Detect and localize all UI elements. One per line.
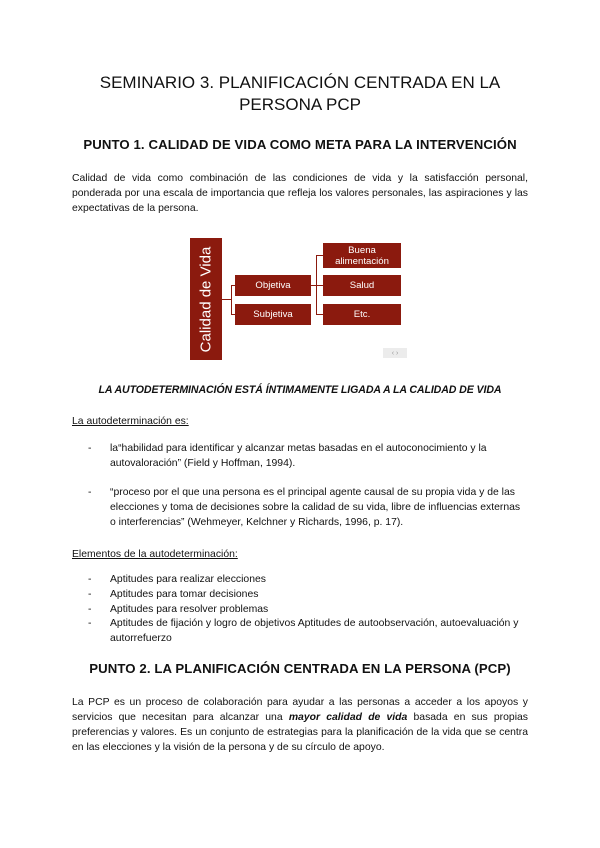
connector [316, 255, 323, 256]
pcp-paragraph-part-1: La PCP es un proceso de colaboración para ayudar a las personas a acceder a los apoyos y servicios que necesitan para alcanzar una [72, 697, 528, 723]
elementos-list [88, 573, 528, 647]
definitions-list [88, 486, 528, 530]
diagram-node-buena-alimentacion: Buena alimentación [323, 243, 401, 268]
connector [231, 285, 232, 315]
elementos-label: Elementos de la autodeterminación: [72, 549, 238, 560]
calidad-de-vida-diagram [190, 238, 410, 362]
diagram-node-etc: Etc. [323, 304, 401, 325]
connector [316, 314, 323, 315]
list-item: - “proceso por el que una persona es el principal agente causal de su propia vida y de las elecciones y toma de decisiones sobre la calidad de su vida, libre de influencias externas o interferencias” (Wehmeyer, Kelchner y Richards, 1996, p. 17). [88, 486, 528, 530]
definitions-list [88, 442, 528, 472]
pcp-paragraph [72, 695, 528, 755]
diagram-node-objetiva: Objetiva [235, 275, 311, 296]
pcp-paragraph-emphasis: mayor calidad de vida [288, 712, 408, 723]
list-item: - Aptitudes para tomar decisiones [88, 588, 528, 603]
diagram-node-salud: Salud [323, 275, 401, 296]
diagram-node-subjetiva: Subjetiva [235, 304, 311, 325]
document-title: SEMINARIO 3. PLANIFICACIÓN CENTRADA EN LA PERSONA PCP [99, 73, 501, 114]
list-item: - la“habilidad para identificar y alcanzar metas basadas en el autoconocimiento y la autovaloración” (Field y Hoffman, 1994). [88, 442, 528, 472]
diagram-root-label: Calidad de Vida [197, 246, 215, 352]
list-item: - Aptitudes para resolver problemas [88, 603, 528, 618]
calidad-de-vida-paragraph: Calidad de vida como combinación de las condiciones de vida y la satisfacción personal, ponderada por una escala de importancia que refleja los valores personales, las aspiraciones y las expectativas de la persona. [72, 173, 528, 214]
section-2-heading: PUNTO 2. LA PLANIFICACIÓN CENTRADA EN LA PERSONA (PCP) [89, 661, 511, 676]
list-item: - Aptitudes para realizar elecciones [88, 573, 528, 588]
autodeterminacion-label: La autodeterminación es: [72, 416, 189, 427]
list-item: - Aptitudes de fijación y logro de objetivos Aptitudes de autoobservación, autoevaluación y autorrefuerzo [88, 617, 528, 647]
diagram-selection-handle: ‹ › [383, 348, 407, 358]
autodeterminacion-subheading: LA AUTODETERMINACIÓN ESTÁ ÍNTIMAMENTE LIGADA A LA CALIDAD DE VIDA [98, 384, 502, 396]
diagram-root-node [190, 238, 222, 360]
connector [316, 285, 323, 286]
pcp-paragraph-part-2: basada en sus propias preferencias y valores. Es un conjunto de estrategias para la planificación de la vida que se centra en las elecciones y la visión de la persona y de su círculo de apoyo. [72, 712, 528, 753]
section-1-heading: PUNTO 1. CALIDAD DE VIDA COMO META PARA LA INTERVENCIÓN [83, 137, 517, 152]
